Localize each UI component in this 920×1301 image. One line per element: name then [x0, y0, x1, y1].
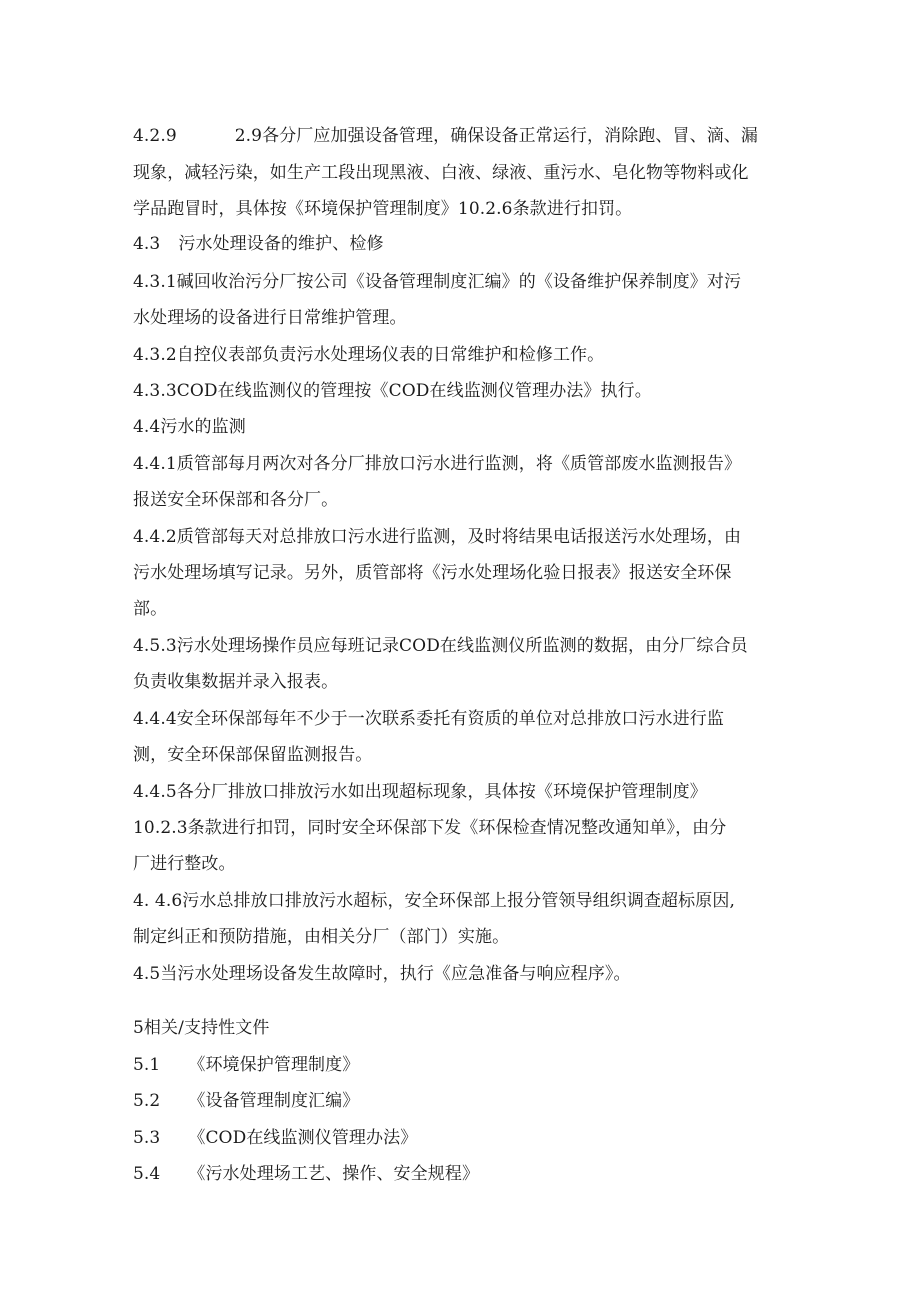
clause-4-5-3-line-2: 负责收集数据并录入报表。 — [133, 672, 339, 692]
section-number: 4.3 — [133, 234, 161, 254]
clause-4-4-4-line-1: 4.4.4安全环保部每年不少于一次联系委托有资质的单位对总排放口污水进行监 — [133, 709, 724, 729]
reference-title: 《设备管理制度汇编》 — [188, 1091, 360, 1111]
clause-4-4-6-line-1: 4. 4.6污水总排放口排放污水超标，安全环保部上报分管领导组织调查超标原因, — [133, 891, 735, 911]
clause-4-5-3-line-1: 4.5.3污水处理场操作员应每班记录COD在线监测仪所监测的数据，由分厂综合员 — [133, 636, 748, 656]
section-heading-4-3 — [133, 233, 813, 255]
reference-5-3 — [133, 1127, 813, 1149]
clause-4-4-2-line-2: 污水处理场填写记录。另外，质管部将《污水处理场化验日报表》报送安全环保 — [133, 563, 732, 583]
clause-4-4-5-line-1: 4.4.5各分厂排放口排放污水如出现超标现象，具体按《环境保护管理制度》 — [133, 782, 707, 802]
clause-text: 2.9各分厂应加强设备管理，确保设备正常运行，消除跑、冒、滴、漏 — [234, 126, 758, 146]
clause-4-4-6-line-2: 制定纠正和预防措施，由相关分厂（部门）实施。 — [133, 927, 510, 947]
reference-title: 《污水处理场工艺、操作、安全规程》 — [188, 1164, 480, 1184]
clause-4-4-5-line-3: 厂进行整改。 — [133, 854, 236, 874]
clause-4-3-1-line-1: 4.3.1碱回收治污分厂按公司《设备管理制度汇编》的《设备维护保养制度》对污 — [133, 272, 742, 292]
reference-5-2 — [133, 1090, 813, 1112]
section-heading-4-4: 4.4污水的监测 — [133, 417, 246, 437]
clause-4-4-1-line-2: 报送安全环保部和各分厂。 — [133, 490, 339, 510]
clause-4-2-9-line-1 — [133, 125, 813, 147]
clause-4-5: 4.5当污水处理场设备发生故障时，执行《应急准备与响应程序》。 — [133, 964, 631, 984]
clause-4-4-5-line-2: 10.2.3条款进行扣罚，同时安全环保部下发《环保检查情况整改通知单》，由分 — [133, 818, 727, 838]
reference-number: 5.1 — [133, 1055, 161, 1075]
reference-number: 5.4 — [133, 1164, 161, 1184]
reference-number: 5.3 — [133, 1128, 161, 1148]
clause-4-3-1-line-2: 水处理场的设备进行日常维护管理。 — [133, 308, 407, 328]
clause-4-4-2-line-3: 部。 — [133, 599, 168, 619]
clause-4-2-9-line-3: 学品跑冒时，具体按《环境保护管理制度》10.2.6条款进行扣罚。 — [133, 199, 633, 219]
clause-number: 4.2.9 — [133, 126, 177, 146]
clause-4-4-1-line-1: 4.4.1质管部每月两次对各分厂排放口污水进行监测，将《质管部废水监测报告》 — [133, 454, 742, 474]
clause-4-3-2: 4.3.2自控仪表部负责污水处理场仪表的日常维护和检修工作。 — [133, 345, 605, 365]
reference-5-1 — [133, 1054, 813, 1076]
clause-4-3-3: 4.3.3COD在线监测仪的管理按《COD在线监测仪管理办法》执行。 — [133, 381, 652, 401]
section-heading-5: 5相关/支持性文件 — [133, 1018, 270, 1038]
reference-number: 5.2 — [133, 1091, 161, 1111]
clause-4-4-2-line-1: 4.4.2质管部每天对总排放口污水进行监测，及时将结果电话报送污水处理场，由 — [133, 527, 742, 547]
clause-4-4-4-line-2: 测，安全环保部保留监测报告。 — [133, 745, 373, 765]
reference-5-4 — [133, 1163, 813, 1185]
reference-title: 《COD在线监测仪管理办法》 — [188, 1128, 418, 1148]
reference-title: 《环境保护管理制度》 — [188, 1055, 360, 1075]
section-title: 污水处理设备的维护、检修 — [178, 234, 384, 254]
clause-4-2-9-line-2: 现象，减轻污染，如生产工段出现黑液、白液、绿液、重污水、皂化物等物料或化 — [133, 163, 749, 183]
